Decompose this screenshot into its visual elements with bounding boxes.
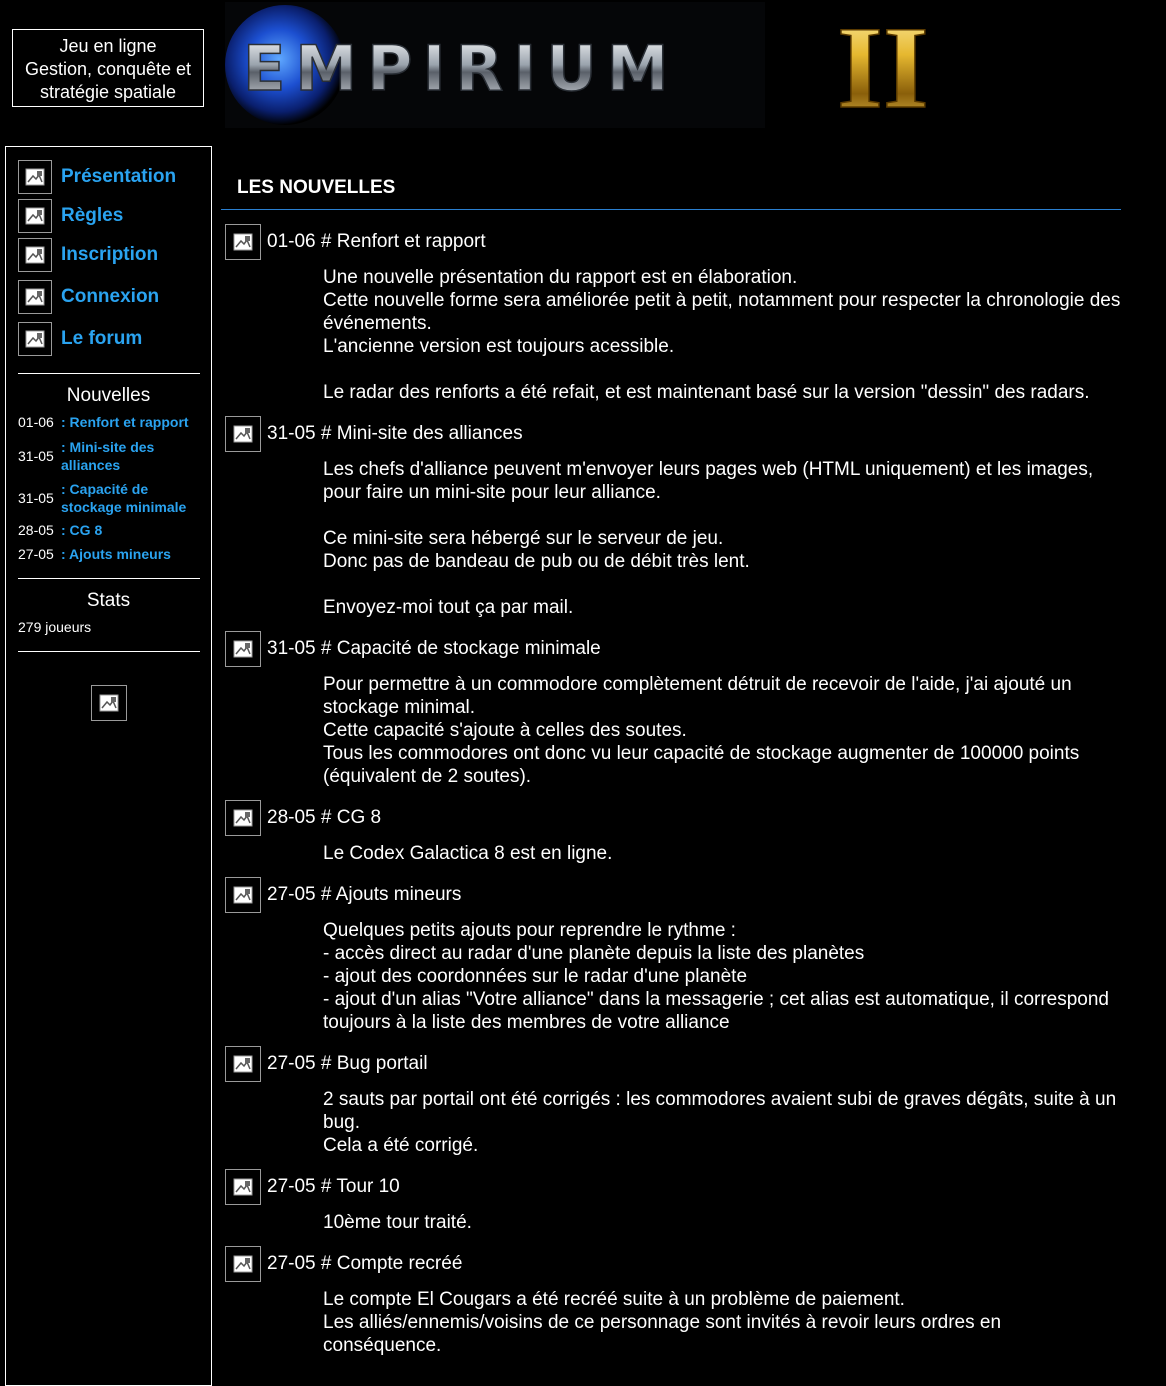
nav-link-forum[interactable]: Le forum [61, 328, 143, 349]
body-line: Envoyez-moi tout ça par mail. [323, 597, 574, 618]
body-line [323, 504, 1123, 527]
news-entry-title: 27-05 # Tour 10 [267, 1176, 400, 1197]
news-link[interactable]: : Ajouts mineurs [61, 546, 171, 562]
body-line: 10ème tour traité. [323, 1212, 472, 1233]
news-entry-title: 27-05 # Bug portail [267, 1053, 428, 1074]
news-list-item[interactable] [18, 544, 203, 564]
body-line: Le Codex Galactica 8 est en ligne. [323, 843, 613, 864]
news-link[interactable]: : Capacité de stockage minimale [61, 481, 187, 515]
broken-image-icon [18, 238, 52, 272]
news-entry-title: 01-06 # Renfort et rapport [267, 231, 486, 252]
logo-text: EMPIRIUM [243, 32, 679, 105]
news-entry-header [225, 224, 486, 260]
stats-player-count: 279 joueurs [18, 619, 92, 635]
body-line: - ajout des coordonnées sur le radar d'une planète [323, 966, 748, 987]
broken-image-icon [18, 322, 52, 356]
broken-image-icon [225, 224, 261, 260]
body-line: L'ancienne version est toujours acessible. [323, 336, 675, 357]
body-line [323, 573, 1123, 596]
sidebar-image[interactable] [91, 685, 127, 721]
news-list-item[interactable] [18, 479, 203, 517]
broken-image-icon [225, 1169, 261, 1205]
divider [18, 651, 200, 652]
empirium-logo[interactable] [225, 2, 970, 128]
body-line: Cela a été corrigé. [323, 1135, 479, 1156]
tagline-line-2: Gestion, conquête et [24, 59, 192, 79]
news-list-item[interactable] [18, 520, 203, 540]
tagline-line-1: Jeu en ligne [59, 36, 157, 56]
page-title: LES NOUVELLES [237, 177, 396, 198]
news-entry-body [323, 919, 1123, 1034]
logo-numeral: II [837, 2, 929, 128]
nav-link-presentation[interactable]: Présentation [61, 166, 177, 187]
body-line: Tous les commodores ont donc vu leur capacité de stockage augmenter de 100000 points (équivalent de 2 soutes). [323, 743, 1080, 787]
news-entry-header [225, 1169, 400, 1205]
news-entry-title: 27-05 # Ajouts mineurs [267, 884, 462, 905]
news-entry-body [323, 266, 1123, 404]
news-entry-header [225, 877, 461, 913]
broken-image-icon [18, 199, 52, 233]
news-entry-title: 28-05 # CG 8 [267, 807, 382, 828]
news-date: 31-05 [18, 448, 54, 464]
broken-image-icon [225, 800, 261, 836]
body-line: Cette capacité s'ajoute à celles des soutes. [323, 720, 687, 741]
nav-link-connexion[interactable]: Connexion [61, 286, 160, 307]
body-line: Pour permettre à un commodore complètement détruit de recevoir de l'aide, j'ai ajouté un stockage minimal. [323, 674, 1072, 718]
nav-item-regles[interactable] [18, 198, 123, 234]
body-line: Ce mini-site sera hébergé sur le serveur de jeu. [323, 528, 724, 549]
news-entry-header [225, 1246, 462, 1282]
body-line: Le compte El Cougars a été recréé suite à un problème de paiement. [323, 1289, 905, 1310]
news-entry-body [323, 1288, 1123, 1357]
body-line [323, 358, 1123, 381]
nav-link-regles[interactable]: Règles [61, 205, 124, 226]
news-entry-body [323, 1088, 1123, 1157]
news-entry-body [323, 458, 1123, 619]
news-link[interactable]: : Renfort et rapport [61, 414, 189, 430]
news-entry-header [225, 631, 601, 667]
broken-image-icon [225, 1046, 261, 1082]
nav-item-presentation[interactable] [18, 159, 176, 195]
site-tagline [12, 29, 204, 107]
news-entry-body [323, 842, 1123, 865]
tagline-line-3: stratégie spatiale [39, 82, 177, 102]
body-line: - ajout d'un alias "Votre alliance" dans la messagerie ; cet alias est automatique, il correspond toujours à la liste des membres de votre alliance [323, 989, 1109, 1033]
broken-image-icon [91, 685, 127, 721]
broken-image-icon [18, 280, 52, 314]
body-line: 2 sauts par portail ont été corrigés : les commodores avaient subi de graves dégâts, suite à un bug. [323, 1089, 1117, 1133]
news-entry-title: 27-05 # Compte recréé [267, 1253, 463, 1274]
broken-image-icon [225, 1246, 261, 1282]
news-link[interactable]: : CG 8 [61, 522, 103, 538]
nav-item-forum[interactable] [18, 321, 142, 357]
body-line: Quelques petits ajouts pour reprendre le rythme : [323, 920, 736, 941]
news-entry-header [225, 800, 381, 836]
news-list-item[interactable] [18, 412, 203, 432]
news-date: 27-05 [18, 546, 54, 562]
news-section-title: Nouvelles [66, 385, 151, 406]
body-line: Le radar des renforts a été refait, et est maintenant basé sur la version "dessin" des radars. [323, 382, 1090, 403]
body-line: Donc pas de bandeau de pub ou de débit très lent. [323, 551, 750, 572]
broken-image-icon [18, 160, 52, 194]
news-entry-header [225, 416, 523, 452]
news-entry-header [225, 1046, 428, 1082]
news-date: 31-05 [18, 490, 54, 506]
nav-item-connexion[interactable] [18, 279, 159, 315]
news-date: 28-05 [18, 522, 54, 538]
broken-image-icon [225, 631, 261, 667]
title-divider [221, 209, 1121, 210]
news-list-item[interactable] [18, 437, 203, 475]
news-entry-body [323, 1211, 1123, 1234]
divider [18, 373, 200, 374]
body-line: Les alliés/ennemis/voisins de ce personnage sont invités à revoir leurs ordres en conséquence. [323, 1312, 1002, 1356]
divider [18, 578, 200, 579]
news-entry-title: 31-05 # Mini-site des alliances [267, 423, 523, 444]
nav-item-inscription[interactable] [18, 237, 158, 273]
sidebar [5, 146, 212, 1386]
news-date: 01-06 [18, 414, 54, 430]
news-entry-title: 31-05 # Capacité de stockage minimale [267, 638, 601, 659]
body-line: - accès direct au radar d'une planète depuis la liste des planètes [323, 943, 865, 964]
body-line: Les chefs d'alliance peuvent m'envoyer leurs pages web (HTML uniquement) et les images, pour faire un mini-site pour leur alliance. [323, 459, 1094, 503]
broken-image-icon [225, 877, 261, 913]
nav-link-inscription[interactable]: Inscription [61, 244, 159, 265]
broken-image-icon [225, 416, 261, 452]
body-line: Une nouvelle présentation du rapport est en élaboration. [323, 267, 798, 288]
news-entry-body [323, 673, 1123, 788]
news-link[interactable]: : Mini-site des alliances [61, 439, 155, 473]
stats-section-title: Stats [86, 590, 131, 611]
body-line: Cette nouvelle forme sera améliorée petit à petit, notamment pour respecter la chronologie des événements. [323, 290, 1121, 334]
